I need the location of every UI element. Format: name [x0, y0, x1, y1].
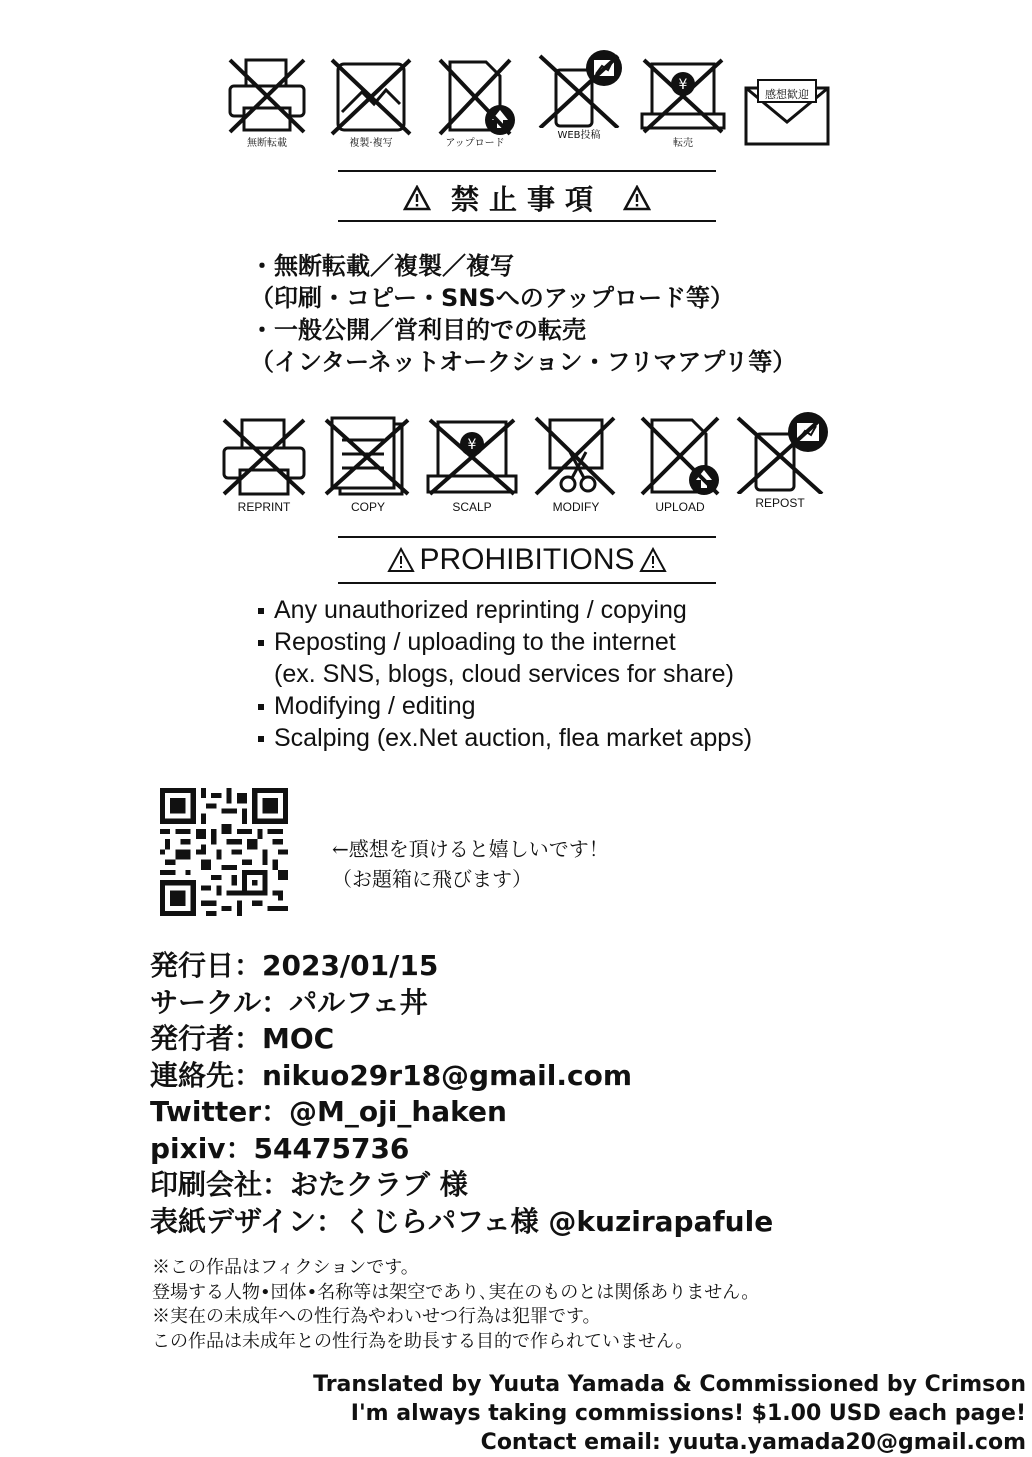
colophon	[150, 948, 773, 1240]
list-item: (ex. SNS, blogs, cloud services for share)	[274, 660, 734, 688]
envelope-icon	[742, 74, 832, 154]
twitter-handle: Twitter：@M_oji_haken	[150, 1095, 507, 1128]
resale-prohibited-icon	[638, 56, 728, 150]
qr-note-line: ←感想を頂けると嬉しいです！	[332, 837, 609, 861]
publish-date: 発行日：2023/01/15	[150, 949, 439, 982]
fiction-notice	[152, 1256, 759, 1354]
publisher: 発行者：MOC	[150, 1022, 335, 1055]
notice-line: ※この作品はフィクションです。	[152, 1257, 419, 1278]
qr-note	[332, 834, 609, 894]
circle-name: サークル：パルフェ丼	[150, 985, 428, 1019]
notice-line: 登場する人物•団体•名称等は架空であり､実在のものとは関係ありません。	[152, 1281, 760, 1303]
warning-icon	[403, 185, 431, 211]
svg-text:¥: ¥	[678, 77, 688, 93]
contact-email: 連絡先：nikuo29r18@gmail.com	[150, 1058, 633, 1092]
heading-text: PROHIBITIONS	[419, 543, 635, 576]
qr-note-line: （お題箱に飛びます）	[332, 867, 532, 891]
scalp-icon	[422, 414, 522, 514]
qr-code[interactable]	[160, 788, 288, 916]
credit-line: I'm always taking commissions! $1.00 USD each page!	[350, 1401, 1026, 1426]
divider	[338, 220, 716, 222]
prohibitions-list-en	[258, 594, 752, 754]
icon-caption: MODIFY	[552, 500, 600, 514]
list-item: ・無断転載／複製／複写	[250, 252, 514, 280]
reprint-icon	[214, 414, 314, 514]
icon-caption: WEB投稿	[557, 130, 601, 141]
modify-icon	[526, 414, 626, 514]
icon-caption: REPOST	[755, 496, 805, 510]
notice-line: ※実在の未成年への性行為やわいせつ行為は犯罪です。	[152, 1306, 601, 1327]
heading-text: 禁止事項	[450, 183, 603, 216]
icon-caption: COPY	[350, 500, 385, 514]
icon-caption: アップロード	[445, 138, 505, 149]
upload-prohibited-icon	[430, 56, 520, 150]
printer-prohibited-icon	[222, 56, 312, 150]
icon-caption: 複製·複写	[349, 138, 393, 149]
icon-caption: 無断転載	[247, 138, 287, 149]
printing-company: 印刷会社：おたクラブ 様	[150, 1168, 468, 1201]
upload-icon	[630, 414, 730, 514]
list-item: （インターネットオークション・フリマアプリ等）	[250, 348, 797, 376]
divider	[338, 536, 716, 538]
warning-icon	[623, 185, 651, 211]
credit-line: Contact email: yuuta.yamada20@gmail.com	[480, 1430, 1026, 1455]
warning-icon	[387, 547, 415, 573]
icon-caption: SCALP	[452, 500, 492, 514]
warning-icon	[639, 547, 667, 573]
notice-line: この作品は未成年との性行為を助長する目的で作られていません。	[152, 1330, 694, 1352]
envelope-label: 感想歓迎	[765, 88, 809, 101]
divider	[338, 170, 716, 172]
web-post-prohibited-icon	[534, 48, 624, 142]
image-prohibited-icon	[326, 56, 416, 150]
icon-caption: REPRINT	[237, 500, 291, 514]
svg-text:¥: ¥	[467, 437, 477, 453]
pixiv-id: pixiv：54475736	[150, 1131, 410, 1165]
repost-icon	[730, 410, 830, 510]
list-item: Modifying / editing	[258, 690, 752, 722]
prohibitions-heading-en	[338, 540, 716, 580]
list-item: Scalping (ex.Net auction, flea market apps)	[258, 722, 752, 754]
translation-credits	[313, 1370, 1026, 1457]
list-item: ・一般公開／営利目的での転売	[250, 316, 586, 344]
list-item: Reposting / uploading to the internet	[258, 626, 752, 658]
credit-line: Translated by Yuuta Yamada & Commissioned by Crimson	[313, 1372, 1026, 1397]
divider	[338, 582, 716, 584]
cover-design: 表紙デザイン：くじらパフェ様 @kuzirapafule	[150, 1204, 774, 1238]
list-item: （印刷・コピー・SNSへのアップロード等）	[250, 284, 735, 312]
copy-icon	[318, 414, 418, 514]
icon-caption: UPLOAD	[655, 500, 705, 514]
prohibitions-heading-jp	[338, 178, 716, 218]
icon-caption: 転売	[673, 138, 693, 149]
prohibitions-list-jp	[250, 250, 796, 378]
list-item: Any unauthorized reprinting / copying	[258, 594, 752, 626]
